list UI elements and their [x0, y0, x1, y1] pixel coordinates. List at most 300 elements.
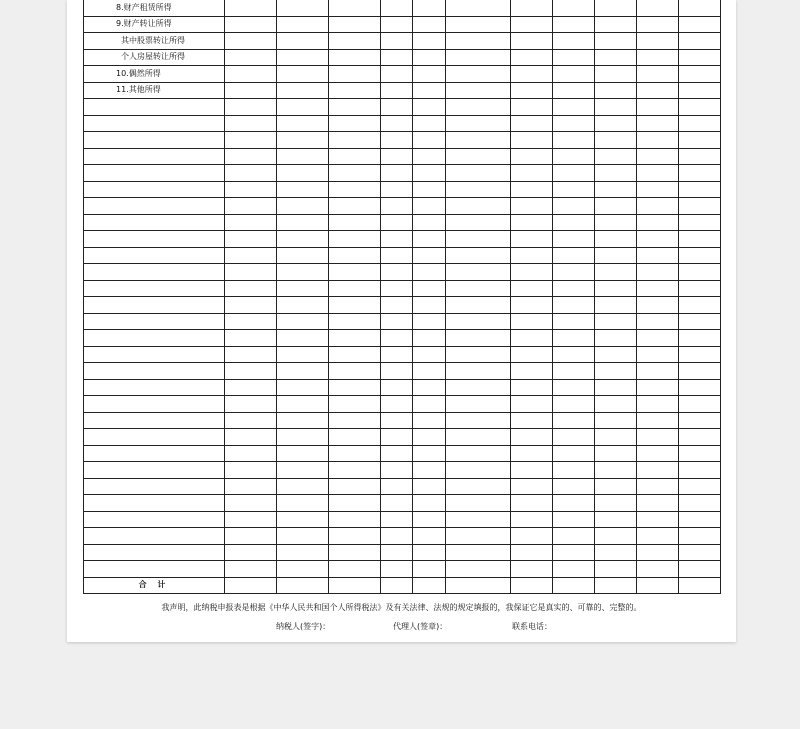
table-cell [381, 396, 413, 413]
table-cell [679, 313, 721, 330]
table-cell [225, 297, 277, 314]
table-cell [446, 511, 511, 528]
table-cell [595, 181, 637, 198]
table-cell [225, 132, 277, 149]
table-cell [511, 297, 553, 314]
table-cell [595, 247, 637, 264]
table-cell [225, 429, 277, 446]
table-row [84, 247, 721, 264]
table-cell [511, 198, 553, 215]
table-cell [637, 363, 679, 380]
table-cell [381, 264, 413, 281]
table-cell [679, 544, 721, 561]
table-cell [84, 247, 225, 264]
table-cell [553, 412, 595, 429]
table-cell [446, 544, 511, 561]
table-cell [277, 412, 329, 429]
table-cell [277, 528, 329, 545]
table-cell [84, 511, 225, 528]
table-row [84, 544, 721, 561]
table-cell [553, 16, 595, 33]
table-cell [277, 99, 329, 116]
table-cell [381, 379, 413, 396]
table-cell [511, 462, 553, 479]
table-cell [595, 445, 637, 462]
table-cell [595, 99, 637, 116]
table-cell [413, 231, 446, 248]
table-cell [553, 231, 595, 248]
table-cell [637, 0, 679, 16]
table-cell [553, 99, 595, 116]
table-cell [595, 264, 637, 281]
table-cell [381, 16, 413, 33]
table-cell [277, 181, 329, 198]
table-row [84, 181, 721, 198]
table-cell [511, 478, 553, 495]
table-cell [329, 429, 381, 446]
table-cell [413, 346, 446, 363]
table-cell [84, 313, 225, 330]
table-cell [277, 16, 329, 33]
table-cell [381, 0, 413, 16]
table-cell [679, 99, 721, 116]
table-cell [277, 495, 329, 512]
table-cell [277, 478, 329, 495]
table-cell [595, 148, 637, 165]
table-row [84, 561, 721, 578]
table-cell [446, 280, 511, 297]
document-page [67, 0, 736, 642]
table-cell [637, 478, 679, 495]
table-cell [413, 0, 446, 16]
table-cell [446, 247, 511, 264]
table-cell [329, 561, 381, 578]
table-cell [679, 0, 721, 16]
table-cell [329, 528, 381, 545]
table-cell [595, 528, 637, 545]
table-cell [446, 379, 511, 396]
table-cell [329, 511, 381, 528]
table-row [84, 66, 721, 83]
table-cell [225, 330, 277, 347]
table-cell [225, 544, 277, 561]
table-cell [381, 247, 413, 264]
table-cell [84, 231, 225, 248]
table-cell [84, 198, 225, 215]
table-cell [84, 544, 225, 561]
table-cell [553, 132, 595, 149]
table-cell [637, 247, 679, 264]
table-cell [84, 379, 225, 396]
table-cell [381, 528, 413, 545]
table-cell [446, 66, 511, 83]
table-cell [413, 16, 446, 33]
table-cell [225, 148, 277, 165]
table-cell [595, 115, 637, 132]
table-cell [225, 82, 277, 99]
table-cell [225, 346, 277, 363]
table-cell [595, 462, 637, 479]
table-cell [225, 231, 277, 248]
table-cell [413, 66, 446, 83]
table-cell [277, 511, 329, 528]
table-cell [595, 0, 637, 16]
table-cell [511, 132, 553, 149]
table-cell [329, 198, 381, 215]
table-cell [637, 165, 679, 182]
table-row [84, 115, 721, 132]
table-cell [637, 148, 679, 165]
table-row [84, 511, 721, 528]
table-cell [329, 280, 381, 297]
table-cell [381, 115, 413, 132]
table-row [84, 396, 721, 413]
table-cell [277, 462, 329, 479]
table-cell [446, 181, 511, 198]
table-cell [511, 280, 553, 297]
table-row [84, 528, 721, 545]
table-cell [84, 412, 225, 429]
table-cell [511, 429, 553, 446]
table-row [84, 82, 721, 99]
table-cell [511, 115, 553, 132]
table-cell [84, 495, 225, 512]
table-cell [679, 445, 721, 462]
table-cell [381, 495, 413, 512]
table-cell [595, 495, 637, 512]
table-cell [277, 231, 329, 248]
table-cell [679, 363, 721, 380]
table-cell [679, 462, 721, 479]
table-cell [277, 0, 329, 16]
table-cell [679, 181, 721, 198]
table-cell [595, 280, 637, 297]
table-cell [595, 198, 637, 215]
table-cell [225, 49, 277, 66]
table-cell [329, 577, 381, 594]
table-cell [679, 33, 721, 50]
table-cell [413, 577, 446, 594]
table-row [84, 264, 721, 281]
table-cell [225, 33, 277, 50]
table-cell [381, 66, 413, 83]
table-cell [329, 330, 381, 347]
table-cell [381, 82, 413, 99]
table-cell [679, 561, 721, 578]
table-cell [225, 561, 277, 578]
table-row [84, 0, 721, 16]
table-cell [225, 379, 277, 396]
table-row [84, 478, 721, 495]
table-cell [679, 330, 721, 347]
table-cell [511, 264, 553, 281]
table-cell [329, 181, 381, 198]
table-cell [553, 82, 595, 99]
table-cell [329, 264, 381, 281]
table-row [84, 330, 721, 347]
table-cell [277, 82, 329, 99]
table-cell [595, 33, 637, 50]
table-cell [381, 478, 413, 495]
table-row [84, 33, 721, 50]
table-row [84, 429, 721, 446]
table-cell [413, 363, 446, 380]
table-cell [446, 99, 511, 116]
table-cell [84, 280, 225, 297]
table-cell [381, 429, 413, 446]
table-cell [84, 396, 225, 413]
table-cell [511, 49, 553, 66]
table-cell [381, 577, 413, 594]
table-cell [637, 99, 679, 116]
table-cell [446, 16, 511, 33]
table-cell [637, 132, 679, 149]
table-cell [84, 132, 225, 149]
table-cell [277, 429, 329, 446]
table-cell [381, 165, 413, 182]
table-cell [595, 214, 637, 231]
table-cell [413, 445, 446, 462]
table-cell [225, 462, 277, 479]
table-cell [277, 132, 329, 149]
table-cell [329, 132, 381, 149]
table-cell [277, 379, 329, 396]
table-row [84, 495, 721, 512]
table-cell [446, 231, 511, 248]
table-cell [413, 247, 446, 264]
table-cell [225, 264, 277, 281]
table-cell [413, 478, 446, 495]
declaration-text: 我声明，此纳税申报表是根据《中华人民共和国个人所得税法》及有关法律、法规的规定填报的，我保证它是真实的、可靠的、完整的。 [161, 603, 642, 612]
table-cell [381, 297, 413, 314]
table-cell [225, 528, 277, 545]
table-cell [277, 33, 329, 50]
table-cell [679, 198, 721, 215]
table-cell [637, 577, 679, 594]
table-cell [381, 280, 413, 297]
income-item-label: 其中股票转让所得 [84, 33, 225, 50]
table-cell [329, 297, 381, 314]
table-cell [413, 462, 446, 479]
table-cell [446, 214, 511, 231]
table-cell [277, 445, 329, 462]
table-cell [511, 247, 553, 264]
taxpayer-signature-label: 纳税人(签字)： [276, 622, 331, 631]
table-row [84, 231, 721, 248]
table-cell [511, 445, 553, 462]
table-cell [329, 0, 381, 16]
table-row [84, 363, 721, 380]
table-cell [329, 49, 381, 66]
table-cell [553, 247, 595, 264]
table-cell [553, 544, 595, 561]
table-cell [84, 363, 225, 380]
table-cell [553, 49, 595, 66]
table-cell [553, 511, 595, 528]
table-cell [329, 165, 381, 182]
table-cell [413, 280, 446, 297]
table-row [84, 462, 721, 479]
table-row [84, 214, 721, 231]
table-cell [413, 396, 446, 413]
table-cell [225, 412, 277, 429]
table-cell [637, 49, 679, 66]
table-cell [595, 330, 637, 347]
table-cell [637, 115, 679, 132]
table-cell [277, 198, 329, 215]
table-cell [553, 264, 595, 281]
table-cell [446, 148, 511, 165]
table-cell [637, 528, 679, 545]
table-cell [679, 49, 721, 66]
table-cell [511, 561, 553, 578]
table-cell [381, 561, 413, 578]
table-cell [84, 330, 225, 347]
table-cell [511, 346, 553, 363]
tax-return-table [83, 0, 721, 594]
table-cell [446, 330, 511, 347]
table-cell [553, 363, 595, 380]
table-cell [413, 82, 446, 99]
table-cell [637, 214, 679, 231]
table-cell [637, 396, 679, 413]
table-cell [446, 132, 511, 149]
table-cell [446, 396, 511, 413]
income-item-label: 9.财产转让所得 [84, 16, 225, 33]
table-row [84, 198, 721, 215]
table-cell [277, 66, 329, 83]
total-label: 合 计 [84, 577, 225, 594]
table-cell [381, 412, 413, 429]
table-cell [329, 495, 381, 512]
table-cell [446, 115, 511, 132]
table-cell [679, 66, 721, 83]
table-cell [553, 313, 595, 330]
table-cell [679, 577, 721, 594]
table-cell [595, 379, 637, 396]
table-cell [225, 396, 277, 413]
table-cell [225, 66, 277, 83]
table-cell [679, 478, 721, 495]
table-cell [381, 132, 413, 149]
table-cell [329, 247, 381, 264]
table-cell [329, 82, 381, 99]
table-cell [329, 346, 381, 363]
table-row [84, 412, 721, 429]
table-row [84, 132, 721, 149]
table-cell [679, 528, 721, 545]
table-cell [595, 313, 637, 330]
table-cell [679, 115, 721, 132]
table-cell [225, 247, 277, 264]
table-cell [446, 165, 511, 182]
table-cell [553, 379, 595, 396]
table-cell [637, 33, 679, 50]
table-cell [595, 363, 637, 380]
table-row [84, 280, 721, 297]
table-cell [637, 313, 679, 330]
table-cell [84, 115, 225, 132]
table-cell [637, 511, 679, 528]
table-cell [225, 99, 277, 116]
table-cell [277, 544, 329, 561]
table-cell [637, 379, 679, 396]
table-cell [413, 561, 446, 578]
table-cell [277, 577, 329, 594]
table-cell [595, 165, 637, 182]
table-cell [225, 214, 277, 231]
table-cell [446, 49, 511, 66]
table-cell [225, 115, 277, 132]
table-cell [553, 297, 595, 314]
table-cell [595, 297, 637, 314]
table-cell [381, 445, 413, 462]
table-cell [679, 495, 721, 512]
table-cell [413, 429, 446, 446]
table-cell [413, 264, 446, 281]
table-row [84, 379, 721, 396]
table-cell [381, 33, 413, 50]
table-cell [329, 16, 381, 33]
table-cell [553, 33, 595, 50]
table-cell [381, 346, 413, 363]
table-row [84, 16, 721, 33]
table-cell [679, 231, 721, 248]
table-cell [413, 181, 446, 198]
table-cell [679, 396, 721, 413]
table-cell [637, 231, 679, 248]
table-cell [84, 181, 225, 198]
table-row [84, 99, 721, 116]
table-cell [553, 495, 595, 512]
table-cell [413, 99, 446, 116]
table-cell [381, 181, 413, 198]
table-cell [84, 264, 225, 281]
table-cell [511, 495, 553, 512]
table-cell [329, 544, 381, 561]
table-cell [329, 363, 381, 380]
table-cell [637, 181, 679, 198]
table-cell [277, 330, 329, 347]
table-cell [637, 16, 679, 33]
table-cell [595, 478, 637, 495]
table-cell [511, 165, 553, 182]
table-cell [679, 429, 721, 446]
table-cell [446, 462, 511, 479]
table-cell [637, 297, 679, 314]
table-cell [381, 313, 413, 330]
table-cell [553, 66, 595, 83]
table-cell [446, 82, 511, 99]
table-cell [84, 478, 225, 495]
table-cell [446, 33, 511, 50]
table-cell [225, 495, 277, 512]
table-cell [595, 396, 637, 413]
table-row [84, 148, 721, 165]
table-cell [511, 66, 553, 83]
table-row [84, 346, 721, 363]
table-cell [679, 247, 721, 264]
table-cell [381, 99, 413, 116]
table-cell [225, 280, 277, 297]
table-cell [84, 297, 225, 314]
table-cell [637, 495, 679, 512]
table-cell [277, 49, 329, 66]
table-cell [277, 247, 329, 264]
table-cell [511, 99, 553, 116]
table-row [84, 165, 721, 182]
table-cell [277, 148, 329, 165]
